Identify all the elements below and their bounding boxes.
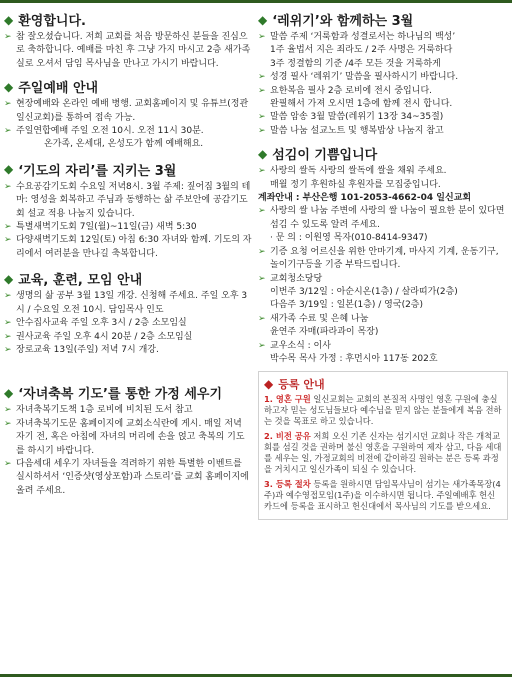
list-item: ➢ 교회청소당당	[258, 273, 508, 286]
list-item: ➢ 참 잘오셨습니다. 저희 교회를 처음 방문하신 분들을 진심으로 축하합니다. 예배를 마친 후 그냥 가지 마시고 2층 새가족실로 오셔서 담임 목사님을 만나고 가시기 바랍니다.	[4, 32, 251, 69]
family-title: ‘자녀축복 기도’를 통한 가정 세우기	[18, 387, 223, 403]
sunday-section	[4, 77, 252, 152]
arrow-icon: ➢	[258, 313, 266, 324]
diamond-icon: ◆	[258, 146, 268, 161]
sub-text: 3주 정결함의 기준 /4주 모든 것을 거룩하게	[270, 58, 441, 69]
arrow-icon: ➢	[258, 125, 266, 136]
prayer-title: ‘기도의 자리’를 지키는 3월	[18, 163, 177, 179]
arrow-icon: ➢	[4, 126, 12, 137]
register-paragraph: 3. 등록 절차 등록을 원하시면 담임목사님이 섬기는 새가족목장(4주)과 예수영접모임(1주)을 이수하시면 됩니다. 주일예배후 헌신카드에 등록을 표시하고 헌신대에서 목사님의 기도를 받으세요.	[264, 479, 501, 512]
education-title: 교육, 훈련, 모임 안내	[18, 273, 143, 289]
list-item: ➢ 주일연합예배 주일 오전 10시. 오전 11시 30분.	[4, 125, 252, 138]
list-item: ➢ 새가족 수료 및 은혜 나눔	[258, 313, 508, 326]
arrow-icon: ➢	[4, 318, 12, 329]
arrow-icon: ➢	[4, 291, 12, 302]
list-item: ➢ 안수집사교육 주일 오후 3시 / 2층 소모임실	[4, 317, 252, 330]
arrow-icon: ➢	[258, 112, 266, 123]
diamond-icon: ◆	[4, 271, 14, 286]
welcome-title: 환영합니다.	[18, 14, 86, 29]
list-item: ➢ 말씀 나눔 설교노트 및 행복밥상 나눔지 참고	[258, 125, 508, 138]
sub-text: 온가족, 온세대, 온성도가 함께 예배해요.	[44, 139, 204, 150]
list-item: ➢ 권사교육 주일 오후 4시 20분 / 2층 소모임실	[4, 331, 252, 344]
serve-section	[258, 144, 508, 366]
sub-text: 이번주 3/12일 : 아순시온(1층) / 살라띠가(2층)	[270, 286, 458, 297]
left-column	[4, 6, 252, 498]
list-item: ➢ 장로교육 13일(주일) 저녁 7시 개강.	[4, 344, 252, 357]
arrow-icon: ➢	[258, 166, 266, 177]
diamond-icon: ◆	[4, 79, 14, 94]
list-item: ➢ 요한복음 필사 2층 로비에 전시 중입니다.	[258, 85, 508, 98]
list-item: ➢ 교우소식 : 이사	[258, 340, 508, 353]
diamond-icon: ◆	[4, 162, 14, 177]
list-item: ➢ 다양새벽기도회 12일(토) 아침 6:30 자녀와 함께. 기도의 자리에서 여러분을 만나길 축복합니다.	[4, 235, 252, 259]
list-item: ➢ 성경 필사 ‘레위기’ 말씀을 필사하시기 바랍니다.	[258, 71, 508, 84]
arrow-icon: ➢	[4, 32, 12, 42]
arrow-icon: ➢	[4, 222, 12, 233]
top-bar	[0, 0, 512, 3]
serve-title: 섬김이 기쁨입니다	[272, 148, 378, 164]
account-info: 계좌안내 : 부산은행 101-2053-4662-04 일신교회	[258, 193, 472, 204]
arrow-icon: ➢	[4, 99, 12, 110]
leviticus-section	[258, 10, 508, 138]
register-box	[258, 371, 508, 520]
diamond-icon: ◆	[4, 12, 14, 27]
welcome-section	[4, 10, 252, 71]
list-item: ➢ 기증 요청 어르신을 위한 안마기계, 마사지 기계, 운동기구, 놀이기구등을 기증 부탁드립니다.	[258, 246, 499, 271]
list-item: ➢ 자녀축복기도문 홈페이지에 교회소식란에 게시. 매일 저녁 자기 전, 혹은 아침에 자녀의 머리에 손을 얹고 축복의 기도를 하시기 바랍니다.	[4, 418, 245, 456]
leviticus-title: ‘레위기’와 함께하는 3월	[272, 14, 414, 29]
arrow-icon: ➢	[4, 405, 12, 416]
sub-text: 윤연주 자매(파라과이 목장)	[270, 327, 379, 338]
list-item: ➢ 사랑의 쌀독 사랑의 쌀독에 쌀을 채워 주세요.	[258, 165, 508, 178]
list-item: ➢ 사랑의 쌀 나눔 주변에 사랑의 쌀 나눔이 필요한 분이 있다면 섬김 수 있도록 알려 주세요.	[258, 206, 505, 230]
sub-text: 매월 정기 후원하실 후원자를 모집중입니다.	[270, 179, 441, 190]
register-paragraph: 1. 영혼 구원 일신교회는 교회의 본질적 사명인 영혼 구원에 충실하고자 믿는 성도님들보다 예수님을 믿지 않는 분들에게 복음 전하는 것을 목표로 하고 있습니다.	[264, 394, 502, 427]
list-item: ➢ 특별새벽기도회 7일(월)~11일(금) 새벽 5:30	[4, 221, 252, 234]
sub-text: 박수목 목사 가정 : 후먼시아 117동 202호	[270, 353, 438, 364]
sub-text: 1주 율법서 지은 죄라도 / 2주 사명은 거룩하다	[270, 45, 453, 56]
arrow-icon: ➢	[4, 331, 12, 342]
diamond-icon: ◆	[264, 377, 274, 392]
arrow-icon: ➢	[4, 458, 12, 469]
list-item: ➢ 다음세대 세우기 자녀들을 격려하기 위한 특별한 이벤트를 실시하셔서 ‘인증샷(영상포함)과 스토리’를 교회 홈페이지에 올려 주세요.	[4, 458, 249, 496]
register-paragraph: 2. 비전 공유 저희 오신 기존 신자는 섬기시던 교회나 작은 개척교회를 섬길 것을 권하며 불신 영혼을 구원하여 제자 삼고, 다음 세대를 세우는 일, 가정교회의 비전에 같이하길 원하는 분은 등록 과정을 거치시고 일신가족이 되실 수 있습니다.	[264, 431, 502, 475]
list-item: ➢ 말씀 주제 ‘거룩함과 성결로서는 하나님의 백성’	[258, 31, 508, 44]
list-item: ➢ 말씀 암송 3월 말씀(레위기 13장 34~35절)	[258, 111, 508, 124]
arrow-icon: ➢	[4, 418, 12, 429]
list-item: ➢ 수요공감기도회 수요일 저녁8시. 3월 주제: 짚어짐 3월의 테마: 영성을 회복하고 주님과 동행하는 삶 주보안에 공감기도회 설교 적용 나눔지 있습니다.	[4, 181, 251, 219]
contact-text: · 문 의 : 이원영 목자(010-8414-9347)	[270, 233, 428, 244]
family-section	[4, 383, 252, 498]
arrow-icon: ➢	[4, 181, 12, 192]
right-column	[258, 6, 508, 520]
arrow-icon: ➢	[258, 206, 266, 217]
arrow-icon: ➢	[4, 344, 12, 355]
sub-text: 다음주 3/19일 : 일본(1층) / 영국(2층)	[270, 300, 424, 311]
arrow-icon: ➢	[258, 340, 266, 351]
prayer-section	[4, 160, 252, 261]
arrow-icon: ➢	[4, 235, 12, 246]
diamond-icon: ◆	[258, 12, 268, 27]
register-title: 등록 안내	[278, 378, 325, 392]
arrow-icon: ➢	[258, 85, 266, 96]
list-item: ➢ 자녀축복기도책 1층 로비에 비치된 도서 참고	[4, 404, 252, 417]
arrow-icon: ➢	[258, 246, 266, 257]
list-item: ➢ 생명의 삶 공부 3월 13일 개강. 신청해 주세요. 주일 오후 3시 / 수요일 오전 10시. 담임목사 인도	[4, 291, 248, 315]
diamond-icon: ◆	[4, 385, 14, 400]
education-section	[4, 269, 252, 357]
list-item: ➢ 현장예배와 온라인 예배 병행. 교회홈페이지 및 유튜브(정관일신교회)를 통하여 접속 가능.	[4, 99, 249, 123]
arrow-icon: ➢	[258, 273, 266, 284]
arrow-icon: ➢	[258, 72, 266, 83]
arrow-icon: ➢	[258, 32, 266, 42]
sub-text: 완필해서 가져 오시면 1층에 함께 전시 합니다.	[270, 99, 453, 110]
sunday-title: 주일예배 안내	[18, 81, 99, 97]
